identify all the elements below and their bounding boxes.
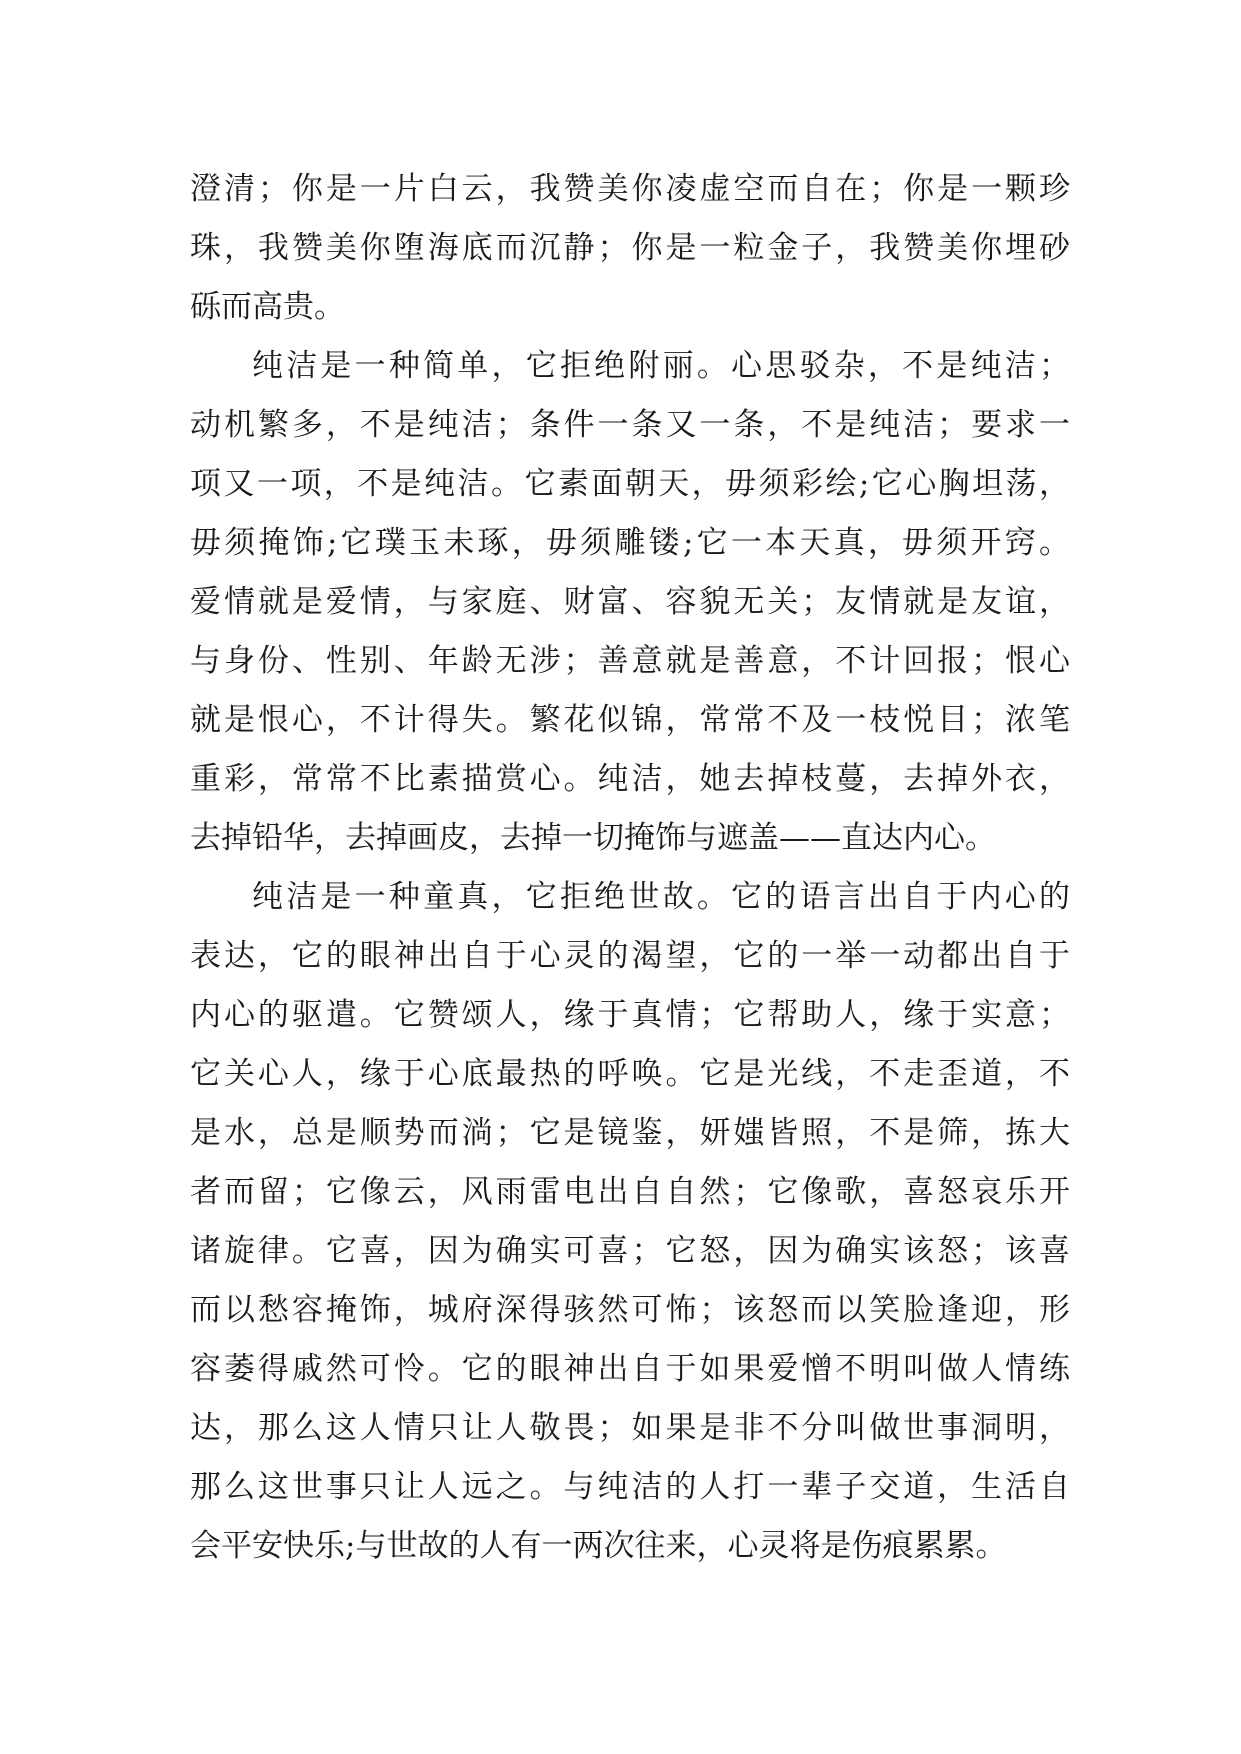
text-line: 与身份、性别、年龄无涉；善意就是善意，不计回报；恨心: [190, 643, 1070, 679]
text-line: 珠，我赞美你堕海底而沉静；你是一粒金子，我赞美你埋砂: [190, 230, 1070, 266]
text-line: 重彩，常常不比素描赏心。纯洁，她去掉枝蔓，去掉外衣，: [190, 761, 1070, 797]
text-line: 内心的驱遣。它赞颂人，缘于真情；它帮助人，缘于实意；: [190, 997, 1070, 1033]
text-line: 它关心人，缘于心底最热的呼唤。它是光线，不走歪道，不: [190, 1056, 1070, 1092]
text-line: 那么这世事只让人远之。与纯洁的人打一辈子交道，生活自: [190, 1469, 1070, 1505]
text-line: 就是恨心，不计得失。繁花似锦，常常不及一枝悦目；浓笔: [190, 702, 1070, 738]
text-line: 而以愁容掩饰，城府深得骇然可怖；该怒而以笑脸逢迎，形: [190, 1292, 1070, 1328]
text-line: 去掉铅华，去掉画皮，去掉一切掩饰与遮盖——直达内心。: [190, 820, 996, 856]
paragraph-first-line: 纯洁是一种童真，它拒绝世故。它的语言出自于内心的: [252, 879, 1070, 915]
text-line: 动机繁多，不是纯洁；条件一条又一条，不是纯洁；要求一: [190, 407, 1070, 443]
text-line: 澄清；你是一片白云，我赞美你凌虚空而自在；你是一颗珍: [190, 171, 1070, 207]
text-line: 会平安快乐;与世故的人有一两次往来，心灵将是伤痕累累。: [190, 1528, 1007, 1564]
text-line: 者而留；它像云，风雨雷电出自自然；它像歌，喜怒哀乐开: [190, 1174, 1070, 1210]
text-line: 表达，它的眼神出自于心灵的渴望，它的一举一动都出自于: [190, 938, 1070, 974]
text-line: 爱情就是爱情，与家庭、财富、容貌无关；友情就是友谊，: [190, 584, 1070, 620]
text-line: 毋须掩饰;它璞玉未琢，毋须雕镂;它一本天真，毋须开窍。: [190, 525, 1070, 561]
body-text: [190, 160, 1070, 1576]
text-line: 容萎得戚然可怜。它的眼神出自于如果爱憎不明叫做人情练: [190, 1351, 1070, 1387]
text-line: 达，那么这人情只让人敬畏；如果是非不分叫做世事洞明，: [190, 1410, 1070, 1446]
text-line: 项又一项，不是纯洁。它素面朝天，毋须彩绘;它心胸坦荡，: [190, 466, 1070, 502]
paragraph-first-line: 纯洁是一种简单，它拒绝附丽。心思驳杂，不是纯洁；: [252, 348, 1070, 384]
text-line: 是水，总是顺势而淌；它是镜鉴，妍媸皆照，不是筛，拣大: [190, 1115, 1070, 1151]
text-line: 砾而高贵。: [190, 289, 345, 325]
text-line: 诸旋律。它喜，因为确实可喜；它怒，因为确实该怒；该喜: [190, 1233, 1070, 1269]
